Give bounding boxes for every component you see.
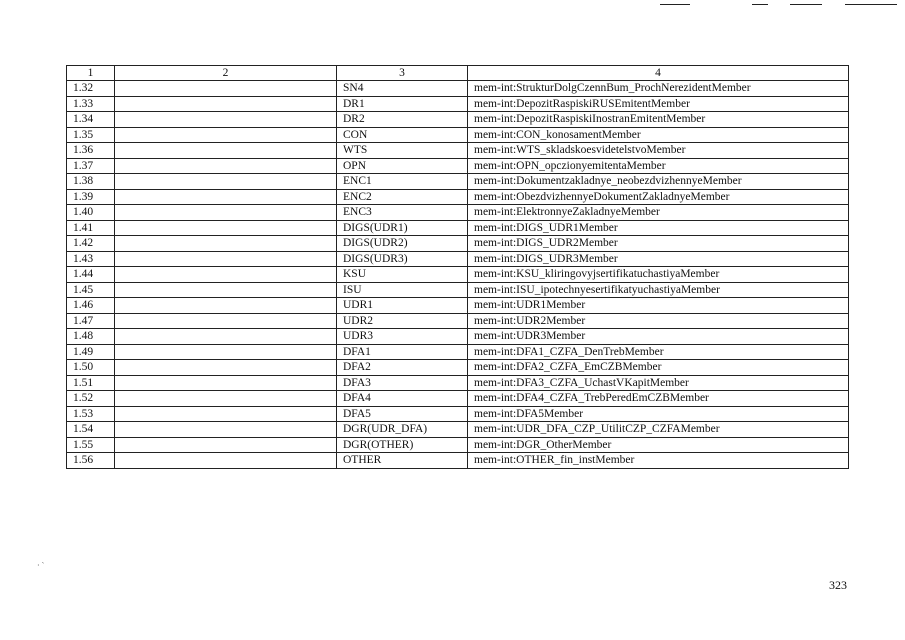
code-cell: ENC1 [337,174,468,190]
member-cell: mem-int:UDR1Member [468,298,849,314]
code-cell: WTS [337,143,468,159]
empty-cell [115,143,337,159]
member-mapping-table [66,65,849,469]
table-row [67,437,849,453]
member-cell: mem-int:DepozitRaspiskiRUSEmitentMember [468,96,849,112]
member-cell: mem-int:Dokumentzakladnye_neobezdvizhennyeMember [468,174,849,190]
code-cell: DGR(UDR_DFA) [337,422,468,438]
member-cell: mem-int:ElektronnyeZakladnyeMember [468,205,849,221]
member-cell: mem-int:ISU_ipotechnyesertifikatyuchastiyaMember [468,282,849,298]
row-number-cell: 1.55 [67,437,115,453]
empty-cell [115,313,337,329]
code-cell: ISU [337,282,468,298]
table-row [67,453,849,469]
empty-cell [115,453,337,469]
table-row [67,189,849,205]
table-header-row [67,66,849,81]
empty-cell [115,96,337,112]
empty-cell [115,329,337,345]
member-cell: mem-int:UDR2Member [468,313,849,329]
empty-cell [115,220,337,236]
code-cell: SN4 [337,81,468,97]
table-row [67,158,849,174]
table-row [67,391,849,407]
empty-cell [115,251,337,267]
row-number-cell: 1.50 [67,360,115,376]
row-number-cell: 1.38 [67,174,115,190]
column-header: 2 [115,66,337,81]
empty-cell [115,375,337,391]
table-row [67,360,849,376]
code-cell: DFA1 [337,344,468,360]
empty-cell [115,391,337,407]
row-number-cell: 1.54 [67,422,115,438]
member-cell: mem-int:StrukturDolgCzennBum_ProchNerezidentMember [468,81,849,97]
table-row [67,375,849,391]
row-number-cell: 1.47 [67,313,115,329]
table-row [67,205,849,221]
member-cell: mem-int:WTS_skladskoesvidetelstvoMember [468,143,849,159]
row-number-cell: 1.37 [67,158,115,174]
empty-cell [115,236,337,252]
code-cell: DFA5 [337,406,468,422]
row-number-cell: 1.34 [67,112,115,128]
empty-cell [115,205,337,221]
empty-cell [115,406,337,422]
member-cell: mem-int:OPN_opczionyemitentaMember [468,158,849,174]
member-cell: mem-int:DepozitRaspiskiInostranEmitentMember [468,112,849,128]
member-cell: mem-int:UDR3Member [468,329,849,345]
code-cell: ENC2 [337,189,468,205]
scan-artifact-line [790,4,822,5]
table-row [67,236,849,252]
row-number-cell: 1.40 [67,205,115,221]
table-row [67,422,849,438]
empty-cell [115,437,337,453]
member-cell: mem-int:DIGS_UDR3Member [468,251,849,267]
member-cell: mem-int:DFA5Member [468,406,849,422]
empty-cell [115,174,337,190]
code-cell: CON [337,127,468,143]
code-cell: UDR2 [337,313,468,329]
scan-speck: · ˋ [37,561,45,570]
table-row [67,329,849,345]
table-row [67,251,849,267]
table-row [67,406,849,422]
row-number-cell: 1.33 [67,96,115,112]
code-cell: DFA4 [337,391,468,407]
row-number-cell: 1.35 [67,127,115,143]
code-cell: OTHER [337,453,468,469]
row-number-cell: 1.52 [67,391,115,407]
code-cell: UDR3 [337,329,468,345]
row-number-cell: 1.56 [67,453,115,469]
table-row [67,143,849,159]
empty-cell [115,189,337,205]
column-header: 1 [67,66,115,81]
row-number-cell: 1.48 [67,329,115,345]
member-cell: mem-int:DIGS_UDR1Member [468,220,849,236]
member-cell: mem-int:CON_konosamentMember [468,127,849,143]
scan-artifact-line [845,4,897,5]
row-number-cell: 1.53 [67,406,115,422]
row-number-cell: 1.49 [67,344,115,360]
row-number-cell: 1.45 [67,282,115,298]
table-row [67,220,849,236]
page-number: 323 [829,578,847,592]
code-cell: DR1 [337,96,468,112]
member-cell: mem-int:KSU_kliringovyjsertifikatuchastiyaMember [468,267,849,283]
row-number-cell: 1.43 [67,251,115,267]
row-number-cell: 1.46 [67,298,115,314]
code-cell: UDR1 [337,298,468,314]
member-cell: mem-int:DFA3_CZFA_UchastVKapitMember [468,375,849,391]
empty-cell [115,112,337,128]
empty-cell [115,422,337,438]
code-cell: DR2 [337,112,468,128]
code-cell: ENC3 [337,205,468,221]
empty-cell [115,81,337,97]
row-number-cell: 1.41 [67,220,115,236]
table-row [67,127,849,143]
scan-artifact-line [752,4,768,5]
column-header: 3 [337,66,468,81]
code-cell: DIGS(UDR3) [337,251,468,267]
table-row [67,298,849,314]
table-row [67,267,849,283]
empty-cell [115,360,337,376]
empty-cell [115,344,337,360]
empty-cell [115,298,337,314]
member-cell: mem-int:DGR_OtherMember [468,437,849,453]
empty-cell [115,127,337,143]
table-row [67,112,849,128]
empty-cell [115,158,337,174]
member-cell: mem-int:DFA1_CZFA_DenTrebMember [468,344,849,360]
scan-artifact-line [660,4,690,5]
row-number-cell: 1.36 [67,143,115,159]
row-number-cell: 1.42 [67,236,115,252]
empty-cell [115,267,337,283]
code-cell: DIGS(UDR2) [337,236,468,252]
code-cell: KSU [337,267,468,283]
code-cell: DIGS(UDR1) [337,220,468,236]
table-row [67,81,849,97]
code-cell: DFA2 [337,360,468,376]
row-number-cell: 1.44 [67,267,115,283]
table-body [67,81,849,469]
code-cell: OPN [337,158,468,174]
table-row [67,282,849,298]
member-cell: mem-int:DFA2_CZFA_EmCZBMember [468,360,849,376]
member-cell: mem-int:DFA4_CZFA_TrebPeredEmCZBMember [468,391,849,407]
row-number-cell: 1.39 [67,189,115,205]
table-row [67,313,849,329]
empty-cell [115,282,337,298]
column-header: 4 [468,66,849,81]
code-cell: DGR(OTHER) [337,437,468,453]
member-cell: mem-int:ObezdvizhennyeDokumentZakladnyeMember [468,189,849,205]
code-cell: DFA3 [337,375,468,391]
member-cell: mem-int:UDR_DFA_CZP_UtilitCZP_CZFAMember [468,422,849,438]
member-cell: mem-int:OTHER_fin_instMember [468,453,849,469]
table-row [67,174,849,190]
table-row [67,344,849,360]
row-number-cell: 1.32 [67,81,115,97]
member-cell: mem-int:DIGS_UDR2Member [468,236,849,252]
table-row [67,96,849,112]
row-number-cell: 1.51 [67,375,115,391]
